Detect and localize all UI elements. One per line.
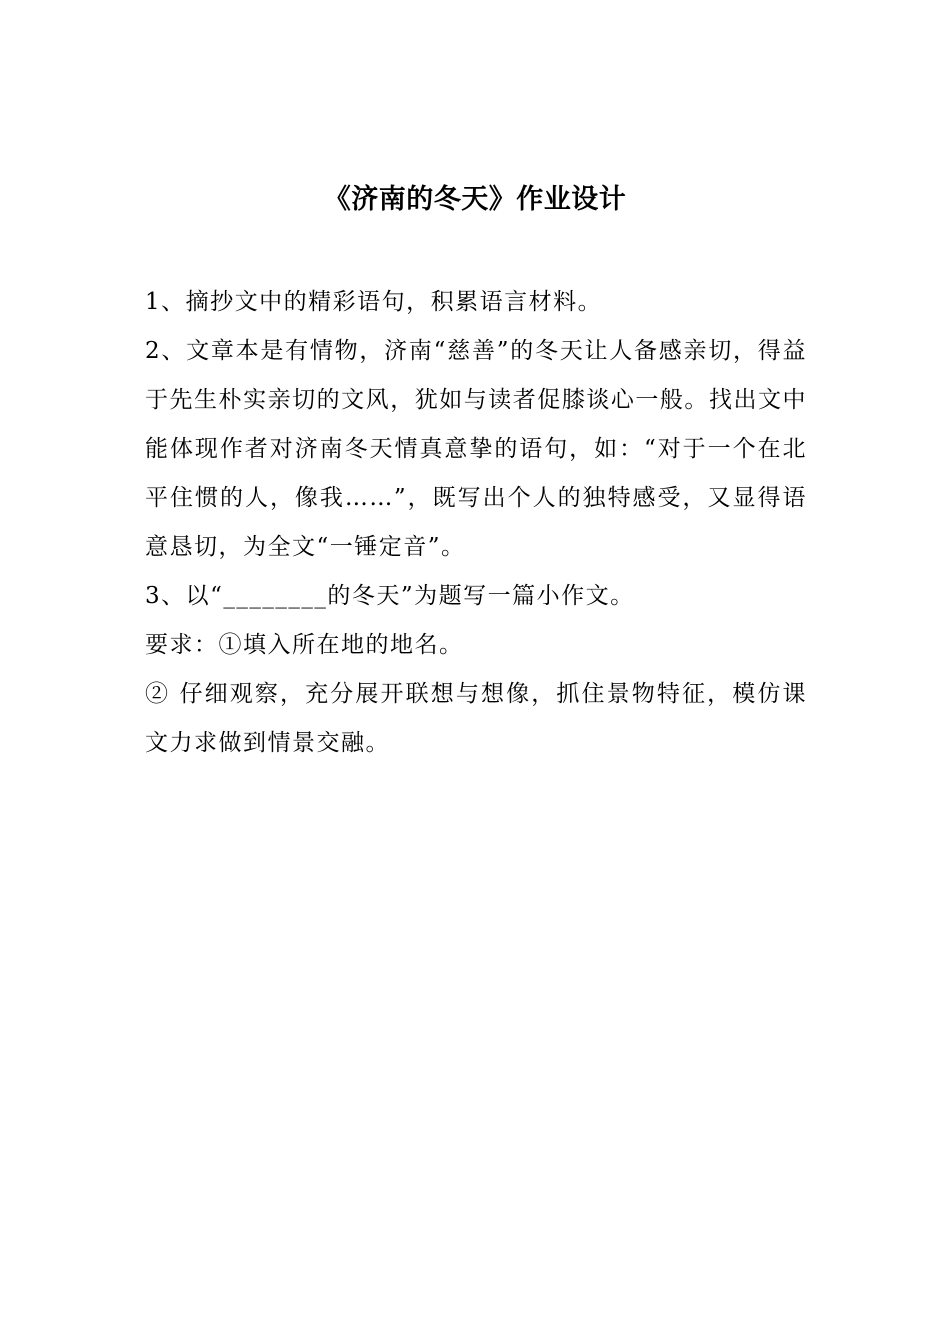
- paragraph-3: 3、以“________的冬天”为题写一篇小作文。: [145, 583, 635, 609]
- page-title: 《济南的冬天》作业设计: [323, 184, 627, 215]
- requirement-1: 要求：①填入所在地的地名。: [145, 632, 464, 658]
- paragraph-1: 1、摘抄文中的精彩语句，积累语言材料。: [145, 289, 603, 315]
- requirement-2: ② 仔细观察，充分展开联想与想像，抓住景物特征，模仿课文力求做到情景交融。: [145, 681, 807, 756]
- paragraph-2: 2、文章本是有情物，济南“慈善”的冬天让人备感亲切，得益于先生朴实亲切的文风，犹如与读者促膝谈心一般。找出文中能体现作者对济南冬天情真意挚的语句，如：“对于一个在北平住惯的人，像我……”，既写出个人的独特感受，又显得语意恳切，为全文“一锤定音”。: [145, 338, 807, 560]
- document-body: [145, 278, 807, 768]
